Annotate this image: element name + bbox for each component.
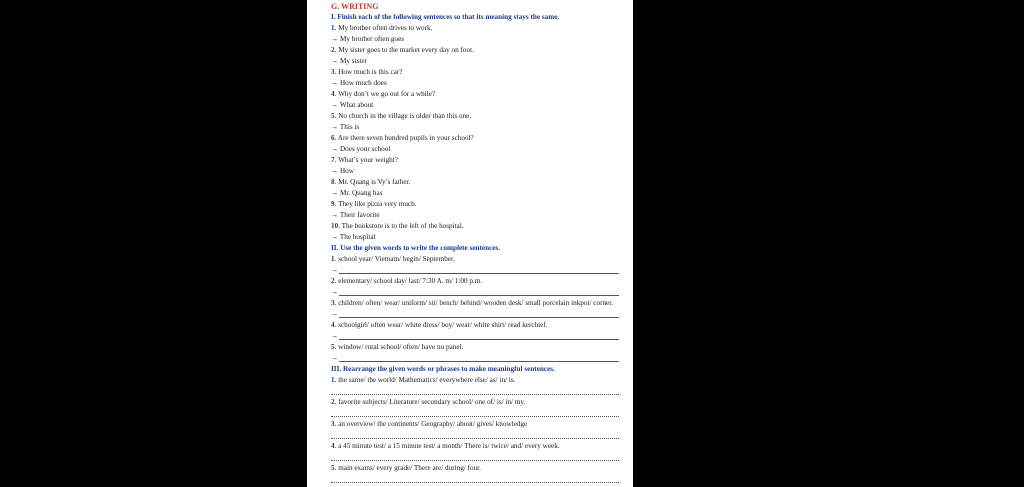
item-number: 5 [331, 343, 335, 351]
question-text: children/ often/ wear/ uniform/ sit/ bench/ behind/ wooden desk/ small porcelain inkpot/ corner. [338, 299, 614, 307]
answer-blank[interactable] [331, 394, 619, 395]
question-text: main exams/ every grade/ There are/ during/ four. [338, 464, 481, 472]
worksheet-content [331, 1, 619, 485]
arrow-icon: → [331, 310, 339, 318]
answer-prompt: Does your school [339, 145, 391, 153]
question-line: 1. My brother often drives to work. [331, 24, 433, 32]
answer-line[interactable] [331, 78, 619, 89]
question-line: 5. main exams/ every grade/ There are/ during/ four. [331, 464, 481, 472]
question-text: They like pizza very much. [338, 200, 417, 208]
question-line: 10. The bookstore is to the left of the hospital. [331, 222, 464, 230]
arrow-icon: → [331, 189, 339, 197]
answer-blank[interactable] [339, 339, 619, 340]
question-text: school year/ Vietnam/ begin/ September. [338, 255, 455, 263]
item-number: 7 [331, 156, 335, 164]
question-line: 2. elementary/ school day/ last/ 7:30 A. m/ 1:00 p.m. [331, 277, 483, 285]
question-line: 8. Mr. Quang is Vy’s father. [331, 178, 411, 186]
item-number: 4 [331, 321, 335, 329]
answer-blank[interactable] [331, 482, 619, 483]
answer-blank[interactable] [339, 317, 619, 318]
answer-line[interactable] [331, 408, 619, 419]
answer-line[interactable] [331, 265, 619, 276]
answer-line[interactable] [331, 430, 619, 441]
question-text: Are there seven hundred pupils in your school? [337, 134, 474, 142]
answer-blank[interactable] [339, 295, 619, 296]
answer-blank[interactable] [331, 416, 619, 417]
arrow-icon: → [331, 145, 339, 153]
question-line: 1. the same/ the world/ Mathematics/ everywhere else/ as/ in/ is. [331, 376, 516, 384]
answer-line[interactable] [331, 188, 619, 199]
answer-prompt: How [339, 167, 354, 175]
item-number: 8 [331, 178, 335, 186]
item-number: 1 [331, 255, 335, 263]
item-number: 9 [331, 200, 335, 208]
question-text: window/ rural school/ often/ have no panel. [338, 343, 464, 351]
answer-prompt: My sister [339, 57, 367, 65]
part2-items [331, 254, 619, 364]
question-line: 4. Why don’t we go out for a while? [331, 90, 436, 98]
question-text: Mr. Quang is Vy’s father. [338, 178, 411, 186]
question-line: 7. What’s your weight? [331, 156, 398, 164]
question-text: The bookstore is to the left of the hospital. [341, 222, 464, 230]
item-number: 2 [331, 398, 335, 406]
answer-blank[interactable] [331, 438, 619, 439]
arrow-icon: → [331, 57, 339, 65]
question-line: 5. window/ rural school/ often/ have no panel. [331, 343, 464, 351]
answer-line[interactable] [331, 353, 619, 364]
question-text: the same/ the world/ Mathematics/ everywhere else/ as/ in/ is. [338, 376, 516, 384]
question-line: 2. favorite subjects/ Literature/ secondary school/ one of/ is/ in/ my. [331, 398, 526, 406]
question-line: 3. an overview/ the continents/ Geography/ about/ gives/ knowledge [331, 420, 528, 428]
question-text: a 45 minute test/ a 15 minute test/ a month/ There is/ twice/ and/ every week. [338, 442, 560, 450]
answer-line[interactable] [331, 122, 619, 133]
item-number: 4 [331, 90, 335, 98]
item-number: 3 [331, 68, 335, 76]
worksheet-page [307, 0, 633, 487]
question-line: 6. Are there seven hundred pupils in your school? [331, 134, 474, 142]
part2-heading: II. Use the given words to write the complete sentences. [331, 244, 501, 252]
question-text: schoolgirl/ often wear/ white dress/ boy/ wear/ white shirt/ read kerchief. [338, 321, 548, 329]
question-text: How much is this car? [338, 68, 403, 76]
part1-items [331, 23, 619, 243]
arrow-icon: → [331, 79, 339, 87]
answer-blank[interactable] [331, 460, 619, 461]
arrow-icon: → [331, 211, 339, 219]
question-line: 4. schoolgirl/ often wear/ white dress/ boy/ wear/ white shirt/ read kerchief. [331, 321, 548, 329]
answer-line[interactable] [331, 56, 619, 67]
answer-line[interactable] [331, 452, 619, 463]
answer-prompt: Their favorite [339, 211, 380, 219]
item-number: 4 [331, 442, 335, 450]
question-text: My sister goes to the market every day on foot. [338, 46, 474, 54]
answer-prompt: Mr. Quang has [339, 189, 383, 197]
item-number: 1 [331, 376, 335, 384]
answer-prompt: What about [339, 101, 374, 109]
question-text: Why don’t we go out for a while? [338, 90, 436, 98]
arrow-icon: → [331, 233, 339, 241]
item-number: 1 [331, 24, 335, 32]
answer-line[interactable] [331, 474, 619, 485]
item-number: 5 [331, 464, 335, 472]
item-number: 5 [331, 112, 335, 120]
question-line: 4. a 45 minute test/ a 15 minute test/ a month/ There is/ twice/ and/ every week. [331, 442, 560, 450]
item-number: 2 [331, 277, 335, 285]
item-number: 10 [331, 222, 339, 230]
answer-blank[interactable] [339, 273, 619, 274]
question-text: What’s your weight? [338, 156, 398, 164]
answer-line[interactable] [331, 331, 619, 342]
answer-blank[interactable] [339, 361, 619, 362]
question-text: My brother often drives to work. [338, 24, 433, 32]
part1-heading: I. Finish each of the following sentences so that its meaning stays the same. [331, 13, 560, 21]
question-line: 3. How much is this car? [331, 68, 403, 76]
answer-prompt: How much does [339, 79, 387, 87]
item-number: 6 [331, 134, 335, 142]
answer-line[interactable] [331, 100, 619, 111]
item-number: 2 [331, 46, 335, 54]
arrow-icon: → [331, 101, 339, 109]
answer-line[interactable] [331, 144, 619, 155]
question-text: No church in the village is older than this one. [338, 112, 472, 120]
arrow-icon: → [331, 288, 339, 296]
answer-line[interactable] [331, 386, 619, 397]
arrow-icon: → [331, 167, 339, 175]
question-line: 5. No church in the village is older than this one. [331, 112, 472, 120]
answer-prompt: My brother often goes [339, 35, 405, 43]
question-text: favorite subjects/ Literature/ secondary school/ one of/ is/ in/ my. [338, 398, 526, 406]
answer-line[interactable] [331, 166, 619, 177]
question-line: 9. They like pizza very much. [331, 200, 417, 208]
answer-line[interactable] [331, 34, 619, 45]
question-text: elementary/ school day/ last/ 7:30 A. m/ 1:00 p.m. [338, 277, 483, 285]
answer-line[interactable] [331, 287, 619, 298]
answer-prompt: The hospital [339, 233, 376, 241]
answer-line[interactable] [331, 232, 619, 243]
arrow-icon: → [331, 35, 339, 43]
answer-prompt: This is [339, 123, 360, 131]
answer-line[interactable] [331, 210, 619, 221]
item-number: 3 [331, 420, 335, 428]
arrow-icon: → [331, 123, 339, 131]
arrow-icon: → [331, 354, 339, 362]
question-text: an overview/ the continents/ Geography/ about/ gives/ knowledge [338, 420, 528, 428]
question-line: 1. school year/ Vietnam/ begin/ September. [331, 255, 455, 263]
arrow-icon: → [331, 332, 339, 340]
part3-heading: III. Rearrange the given words or phrases to make meaningful sentences. [331, 365, 555, 373]
arrow-icon: → [331, 266, 339, 274]
answer-line[interactable] [331, 309, 619, 320]
part3-items [331, 375, 619, 485]
section-title: G. WRITING [331, 2, 379, 11]
question-line: 2. My sister goes to the market every day on foot. [331, 46, 474, 54]
question-line: 3. children/ often/ wear/ uniform/ sit/ bench/ behind/ wooden desk/ small porcelain inkpot/ corner. [331, 299, 614, 307]
item-number: 3 [331, 299, 335, 307]
